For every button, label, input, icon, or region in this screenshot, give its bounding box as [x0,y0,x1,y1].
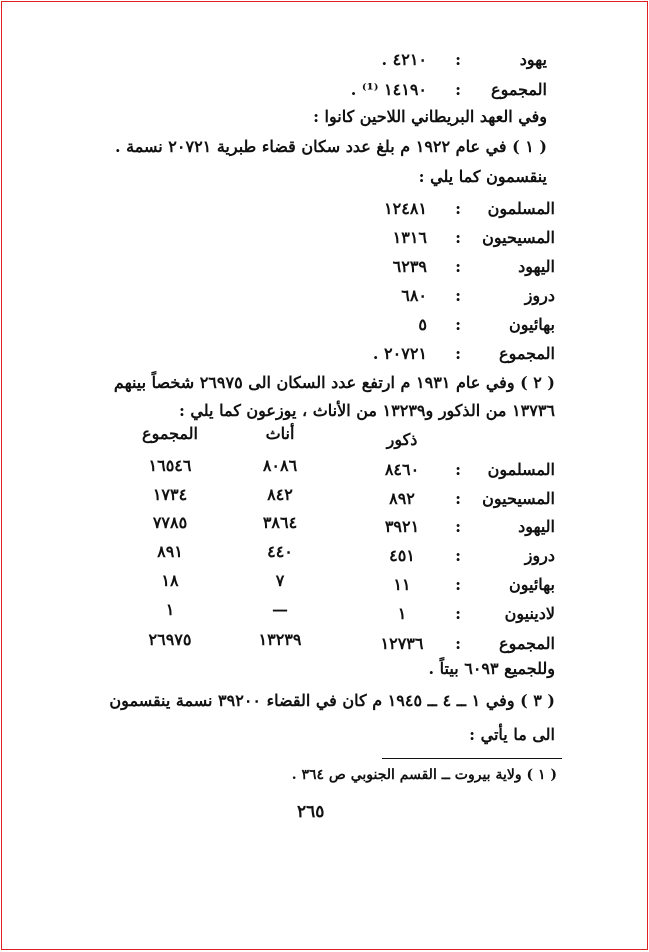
british-intro: وفي العهد البريطاني اللاحين كانوا : [313,107,547,126]
colon: : [455,199,461,218]
col-header-female: أناث [265,424,295,443]
table-row-label: المسيحيون [482,489,555,508]
table-cell-female: ٧ [275,571,285,590]
census-1945-line2: الى ما يأتي : [469,725,555,744]
table-cell-female: ٨٠٨٦ [262,456,298,475]
colon: : [455,315,461,334]
row-1922-label: المجموع [499,344,555,363]
row-1922-value: ٦٨٠ [401,286,427,305]
census-1931-line2: ١٣٧٣٦ من الذكور و١٣٢٣٩ من الأناث ، يوزعون كما يلي : [178,401,555,420]
table-cell-female: — [272,600,288,619]
table-cell-male: ١١ [393,575,411,594]
header-value-total: ١٤١٩٠ ⁽¹⁾ . [350,80,427,99]
row-1922-value: ٥ [418,315,427,334]
row-1922-label: اليهود [518,257,555,276]
table-cell-male: ٨٩٢ [389,489,415,508]
colon: : [455,604,461,623]
table-cell-female: ١٣٢٣٩ [258,630,302,649]
table-cell-male: ٣٩٢١ [384,517,420,536]
colon: : [455,634,461,653]
colon: : [455,575,461,594]
table-cell-total: ١٧٣٤ [152,485,188,504]
table-cell-total: ١٨ [161,571,179,590]
page-number: ٢٦٥ [297,802,325,822]
col-header-male: ذكور [386,430,418,449]
table-cell-female: ٣٨٦٤ [262,513,298,532]
table-row-label: المجموع [499,634,555,653]
colon: : [455,546,461,565]
table-cell-female: ٨٤٢ [267,485,293,504]
header-label-total: المجموع [491,80,547,99]
row-1922-label: المسيحيون [482,228,555,247]
row-1922-label: المسلمون [487,199,555,218]
census-1922-line2: ينقسمون كما يلي : [418,167,547,186]
census-1945-line1: ( ٣ ) وفي ١ ــ ٤ ــ ١٩٤٥ م كان في القضاء ٣٩٢٠٠ نسمة ينقسمون [109,691,555,710]
houses-count: وللجميع ٦٠٩٣ بيتاً . [428,659,555,678]
table-row-label: لادينيون [504,604,555,623]
table-row-label: دروز [524,546,555,565]
row-1922-value: ١٢٤٨١ [384,199,427,218]
colon: : [455,257,461,276]
row-1922-value: ٦٢٣٩ [392,257,427,276]
colon: : [455,489,461,508]
footnote: ( ١ ) ولاية بيروت ــ القسم الجنوبي ص ٣٦٤ . [291,767,557,783]
table-row-label: اليهود [518,517,555,536]
table-cell-total: ٢٦٩٧٥ [148,630,192,649]
table-cell-male: ١٢٧٣٦ [380,634,424,653]
col-header-total: المجموع [142,424,198,443]
table-cell-female: ٤٤٠ [267,542,293,561]
document-page [1,1,648,950]
row-1922-label: دروز [524,286,555,305]
census-1931-line1: ( ٢ ) وفي عام ١٩٣١ م ارتفع عدد السكان الى ٢٦٩٧٥ شخصاً بينهم [113,373,555,392]
colon: : [455,344,461,363]
row-1922-value: ١٣١٦ [392,228,427,247]
table-cell-male: ٨٤٦٠ [384,460,420,479]
table-cell-total: ٧٧٨٥ [152,513,188,532]
census-1922-line1: ( ١ ) في عام ١٩٢٢ م بلغ عدد سكان قضاء طبرية ٢٠٧٢١ نسمة . [115,137,547,156]
table-cell-total: ٨٩١ [157,542,183,561]
table-cell-male: ١ [397,604,407,623]
colon: : [455,517,461,536]
colon: : [455,460,461,479]
table-cell-total: ١٦٥٤٦ [148,456,192,475]
header-value-jews: ٤٢١٠ . [381,50,427,69]
colon: : [455,286,461,305]
colon: : [455,228,461,247]
table-row-label: المسلمون [487,460,555,479]
table-row-label: بهائيون [509,575,555,594]
table-cell-total: ١ [165,600,175,619]
colon: : [455,80,461,99]
footnote-rule [382,758,562,759]
row-1922-label: بهائيون [509,315,555,334]
table-cell-male: ٤٥١ [389,546,415,565]
header-label-jews: يهود [519,50,547,69]
row-1922-value: ٢٠٧٢١ . [372,344,427,363]
colon: : [455,50,461,69]
